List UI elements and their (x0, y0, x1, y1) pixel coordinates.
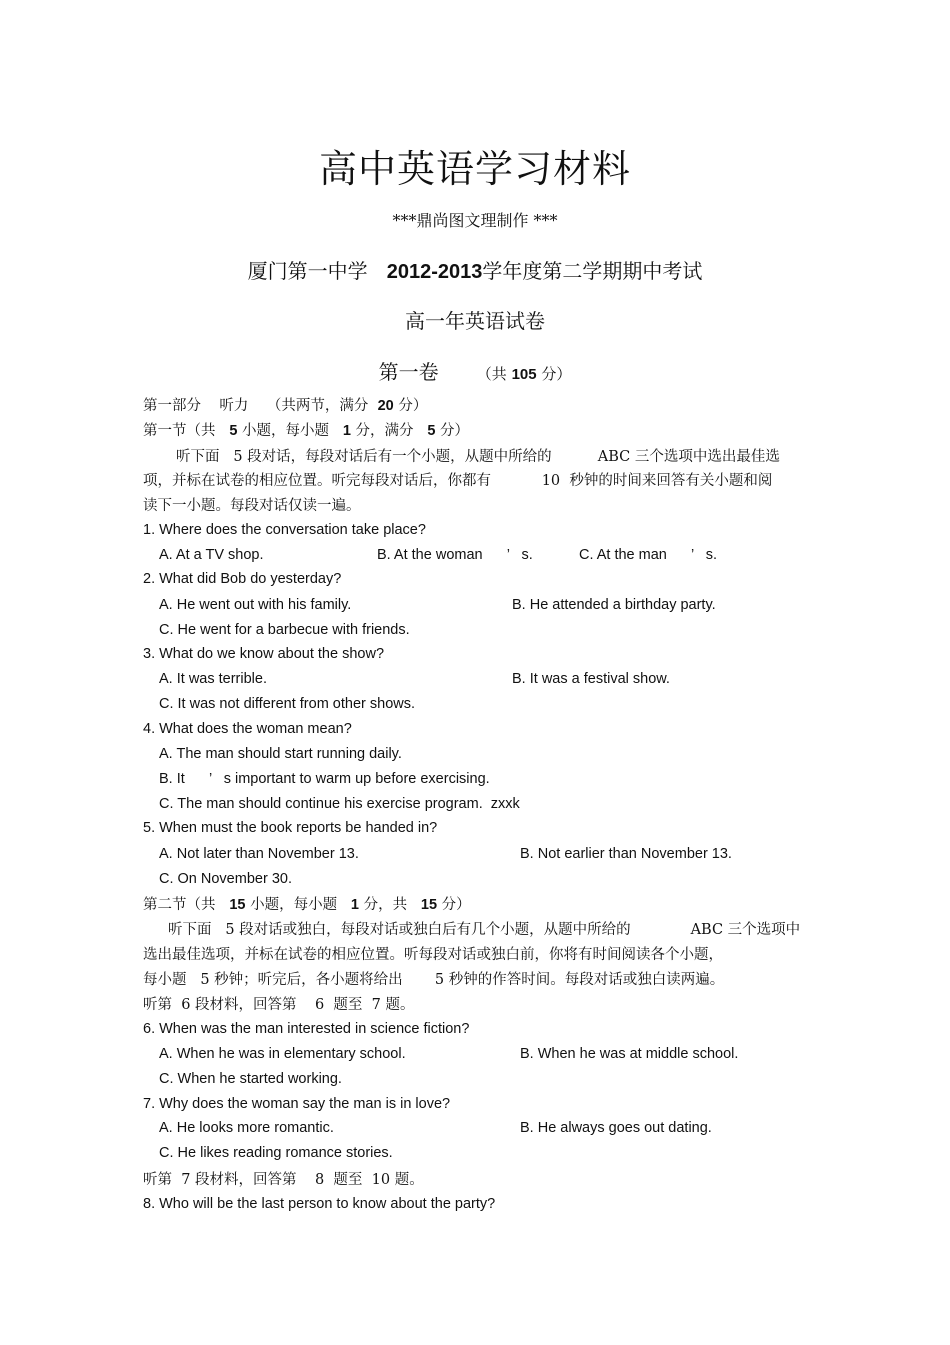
part-heading: 第一部分 听力 （共两节，满分 20 分） (143, 398, 428, 414)
exam-title (0, 255, 950, 284)
option-6b: B. When he was at middle school. (520, 1046, 739, 1062)
paper-title: 高一年英语试卷 (405, 309, 545, 333)
section2-instruction-line: 选出最佳选项，并标在试卷的相应位置。听每段对话或独白前，你将有时间阅读各个小题， (143, 947, 723, 963)
section2-instruction-line: 听下面 5 段对话或独白，每段对话或独白后有几个小题，从题中所给的 ABC 三个选项中 (168, 922, 801, 938)
material-7-instruction: 听第 7 段材料，回答第 8 题至 10 题。 (143, 1172, 424, 1188)
option-4b: B. It ’ s important to warm up before exercising. (159, 771, 490, 787)
question-7: 7. Why does the woman say the man is in love? (143, 1096, 451, 1112)
option-5a: A. Not later than November 13. (159, 846, 359, 862)
option-7a: A. He looks more romantic. (159, 1120, 334, 1136)
main-title: 高中英语学习材料 (318, 147, 631, 191)
section1-heading: 第一节（共 5 小题，每小题 1 分，满分 5 分） (143, 423, 470, 439)
school-name: 厦门第一中学 (247, 259, 368, 283)
option-3c: C. It was not different from other shows. (159, 696, 416, 712)
section2-instruction-line: 每小题 5 秒钟；听完后，各小题将给出 5 秒钟的作答时间。每段对话或独白读两遍。 (143, 972, 725, 988)
option-2b: B. He attended a birthday party. (512, 597, 716, 613)
question-6: 6. When was the man interested in science fiction? (143, 1021, 470, 1037)
question-4: 4. What does the woman mean? (143, 721, 352, 737)
volume-title (0, 356, 950, 385)
exam-term: 学年度第二学期期中考试 (482, 259, 703, 283)
option-1a: A. At a TV shop. (159, 547, 264, 563)
question-2: 2. What did Bob do yesterday? (143, 571, 342, 587)
section1-instruction-line: 听下面 5 段对话，每段对话后有一个小题，从题中所给的 ABC 三个选项中选出最佳选 (176, 449, 780, 465)
school-year: 2012-2013 (386, 261, 483, 283)
option-3b: B. It was a festival show. (512, 671, 670, 687)
option-5b: B. Not earlier than November 13. (520, 846, 732, 862)
section2-heading: 第二节（共 15 小题，每小题 1 分，共 15 分） (143, 897, 471, 913)
option-2c: C. He went for a barbecue with friends. (159, 622, 410, 638)
section1-instruction-line: 项，并标在试卷的相应位置。听完每段对话后，你都有 10 秒钟的时间来回答有关小题和阅 (143, 473, 773, 489)
option-4c: C. The man should continue his exercise program. zxxk (159, 796, 520, 812)
option-7b: B. He always goes out dating. (520, 1120, 712, 1136)
option-7c: C. He likes reading romance stories. (159, 1145, 393, 1161)
question-5: 5. When must the book reports be handed in? (143, 820, 438, 836)
option-3a: A. It was terrible. (159, 671, 267, 687)
option-4a: A. The man should start running daily. (159, 746, 402, 762)
option-1c: C. At the man ’ s. (579, 547, 718, 563)
option-6c: C. When he started working. (159, 1071, 342, 1087)
question-8: 8. Who will be the last person to know about the party? (143, 1196, 496, 1212)
option-2a: A. He went out with his family. (159, 597, 352, 613)
question-3: 3. What do we know about the show? (143, 646, 385, 662)
volume-points: （共 105 分） (476, 365, 572, 383)
option-6a: A. When he was in elementary school. (159, 1046, 406, 1062)
subtitle: ***鼎尚图文理制作 *** (392, 211, 558, 230)
volume-label: 第一卷 (378, 360, 439, 384)
option-5c: C. On November 30. (159, 871, 292, 887)
option-1b: B. At the woman ’ s. (377, 547, 533, 563)
material-6-instruction: 听第 6 段材料，回答第 6 题至 7 题。 (143, 997, 415, 1013)
question-1: 1. Where does the conversation take place? (143, 522, 426, 538)
section1-instruction-line: 读下一小题。每段对话仅读一遍。 (143, 498, 361, 514)
